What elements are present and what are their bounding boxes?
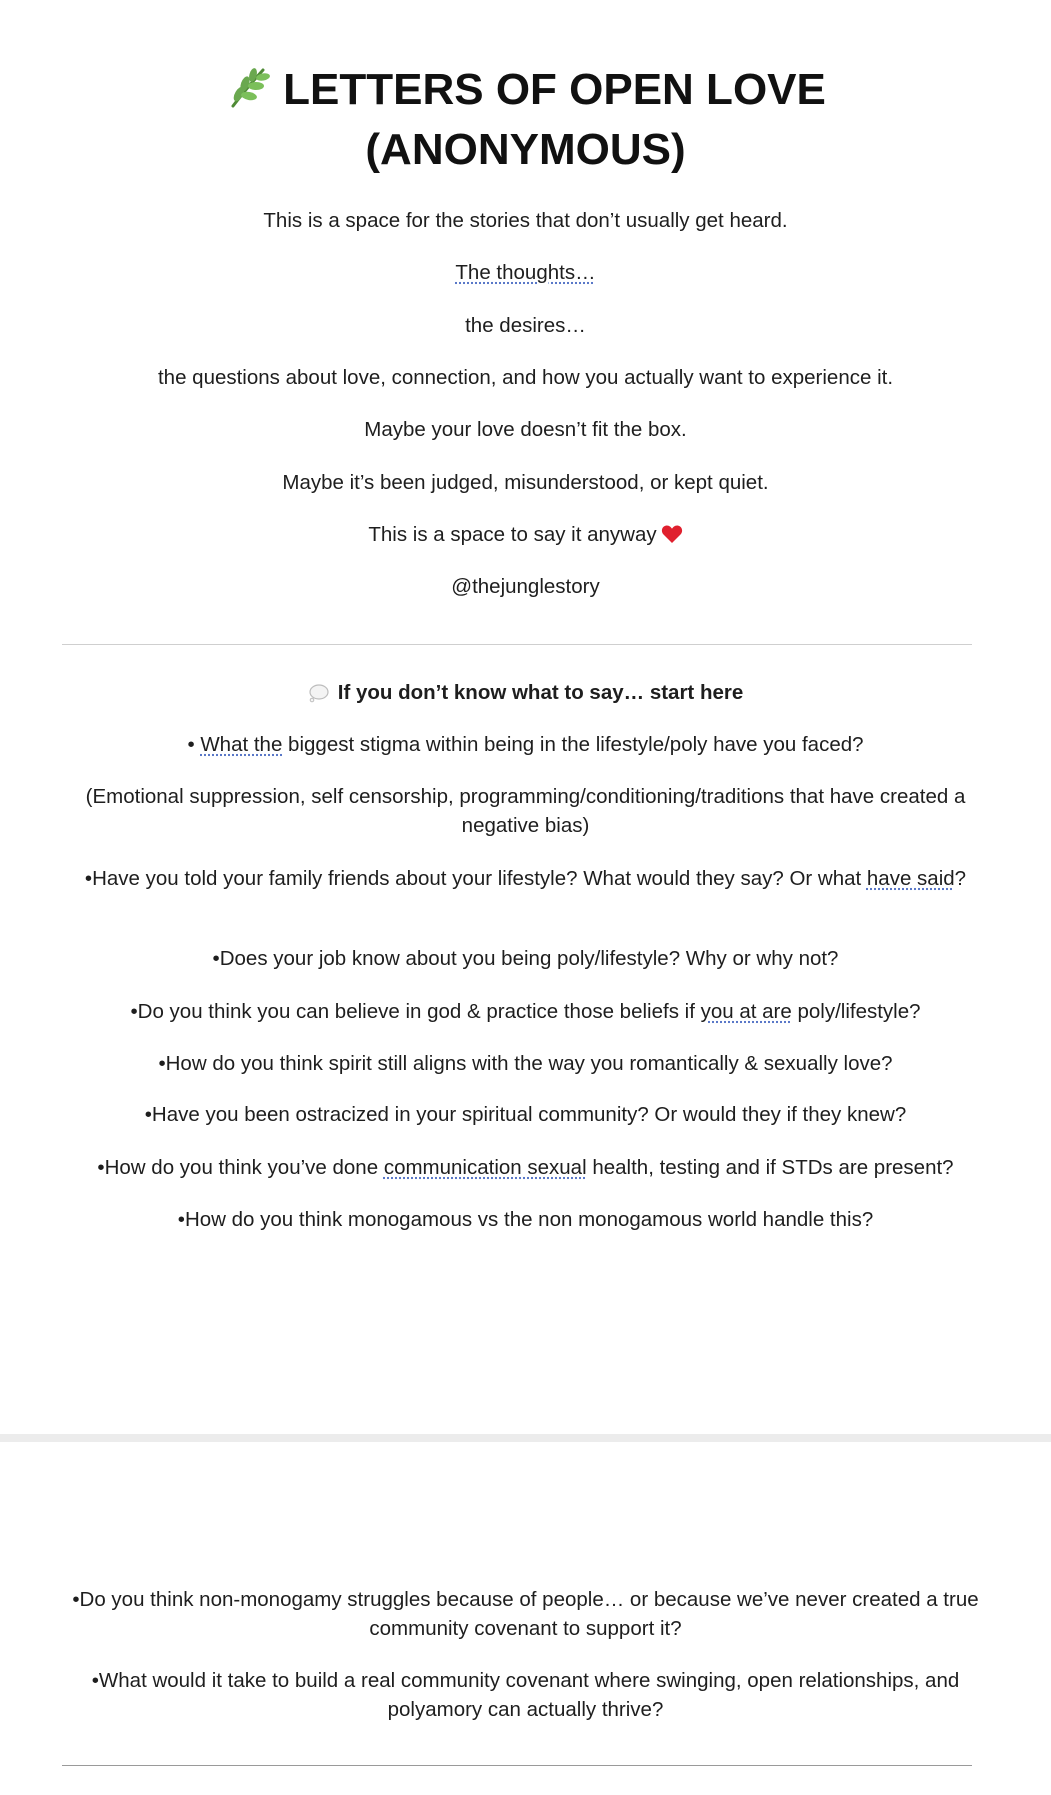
intro-paragraph-3: the desires… xyxy=(465,314,586,337)
prompt-question-6: •Have you been ostracized in your spiritual community? Or would they if they knew? xyxy=(144,1103,907,1126)
page-break xyxy=(0,1434,1051,1442)
q2-underlined-text: have said xyxy=(866,867,955,890)
q1-underlined-text: What the xyxy=(200,733,283,756)
prompt-question-3: •Does your job know about you being poly/lifestyle? Why or why not? xyxy=(212,947,839,970)
q7-underlined-text: communication sexual xyxy=(383,1156,587,1179)
intro-paragraph-6: Maybe it’s been judged, misunderstood, or kept quiet. xyxy=(282,471,769,494)
q7-end: health, testing and if STDs are present? xyxy=(586,1156,954,1179)
title-text-line-1: LETTERS OF OPEN LOVE xyxy=(283,65,826,114)
q1-text: biggest stigma within being in the lifestyle/poly have you faced? xyxy=(282,733,864,756)
q4-end: poly/lifestyle? xyxy=(791,1000,921,1023)
document-page-2 xyxy=(0,1442,1051,1795)
prompts-heading xyxy=(50,678,1001,707)
prompt-question-8: •How do you think monogamous vs the non monogamous world handle this? xyxy=(177,1208,874,1231)
bottom-divider xyxy=(62,1765,972,1766)
prompt-question-1 xyxy=(50,730,1001,759)
q4-text: •Do you think you can believe in god & practice those beliefs if xyxy=(130,1000,701,1023)
prompt-question-5: •How do you think spirit still aligns with the way you romantically & sexually love? xyxy=(158,1052,893,1075)
intro-paragraph-5: Maybe your love doesn’t fit the box. xyxy=(364,418,687,441)
prompt-question-4 xyxy=(50,997,1001,1026)
prompt-question-1-note: (Emotional suppression, self censorship, programming/conditioning/traditions that have created a negative bias) xyxy=(85,785,966,837)
intro-paragraph-2 xyxy=(50,258,1001,287)
thought-bubble-icon xyxy=(308,682,330,702)
red-heart-icon xyxy=(661,523,683,543)
intro-paragraph-1: This is a space for the stories that don’t usually get heard. xyxy=(263,209,788,232)
herb-leaf-icon xyxy=(225,64,271,110)
q7-text: •How do you think you’ve done xyxy=(97,1156,384,1179)
q2-text: •Have you told your family friends about your lifestyle? What would they say? Or what xyxy=(84,867,867,890)
q4-underlined-text: you at are xyxy=(700,1000,792,1023)
intro-thoughts-text: The thoughts… xyxy=(455,261,596,284)
intro-paragraph-4: the questions about love, connection, and how you actually want to experience it. xyxy=(157,366,894,389)
page-title-line-1 xyxy=(60,60,991,120)
prompt-question-10: •What would it take to build a real community covenant where swinging, open relationships, and polyamory can actually thrive? xyxy=(91,1669,960,1721)
prompt-question-2 xyxy=(50,864,1001,893)
section-divider xyxy=(62,644,972,645)
page-title-line-2: (ANONYMOUS) xyxy=(365,125,686,174)
intro-paragraph-7-text: This is a space to say it anyway xyxy=(368,523,657,546)
intro-paragraph-7 xyxy=(50,520,1001,549)
social-handle: @thejunglestory xyxy=(451,575,600,598)
prompts-heading-text: If you don’t know what to say… start here xyxy=(337,681,744,704)
q2-end: ? xyxy=(954,867,967,890)
prompt-question-9: •Do you think non-monogamy struggles because of people… or because we’ve never created a true community covenant to support it? xyxy=(72,1588,979,1640)
prompt-question-7 xyxy=(50,1153,1001,1182)
q1-bullet: • xyxy=(187,733,201,756)
